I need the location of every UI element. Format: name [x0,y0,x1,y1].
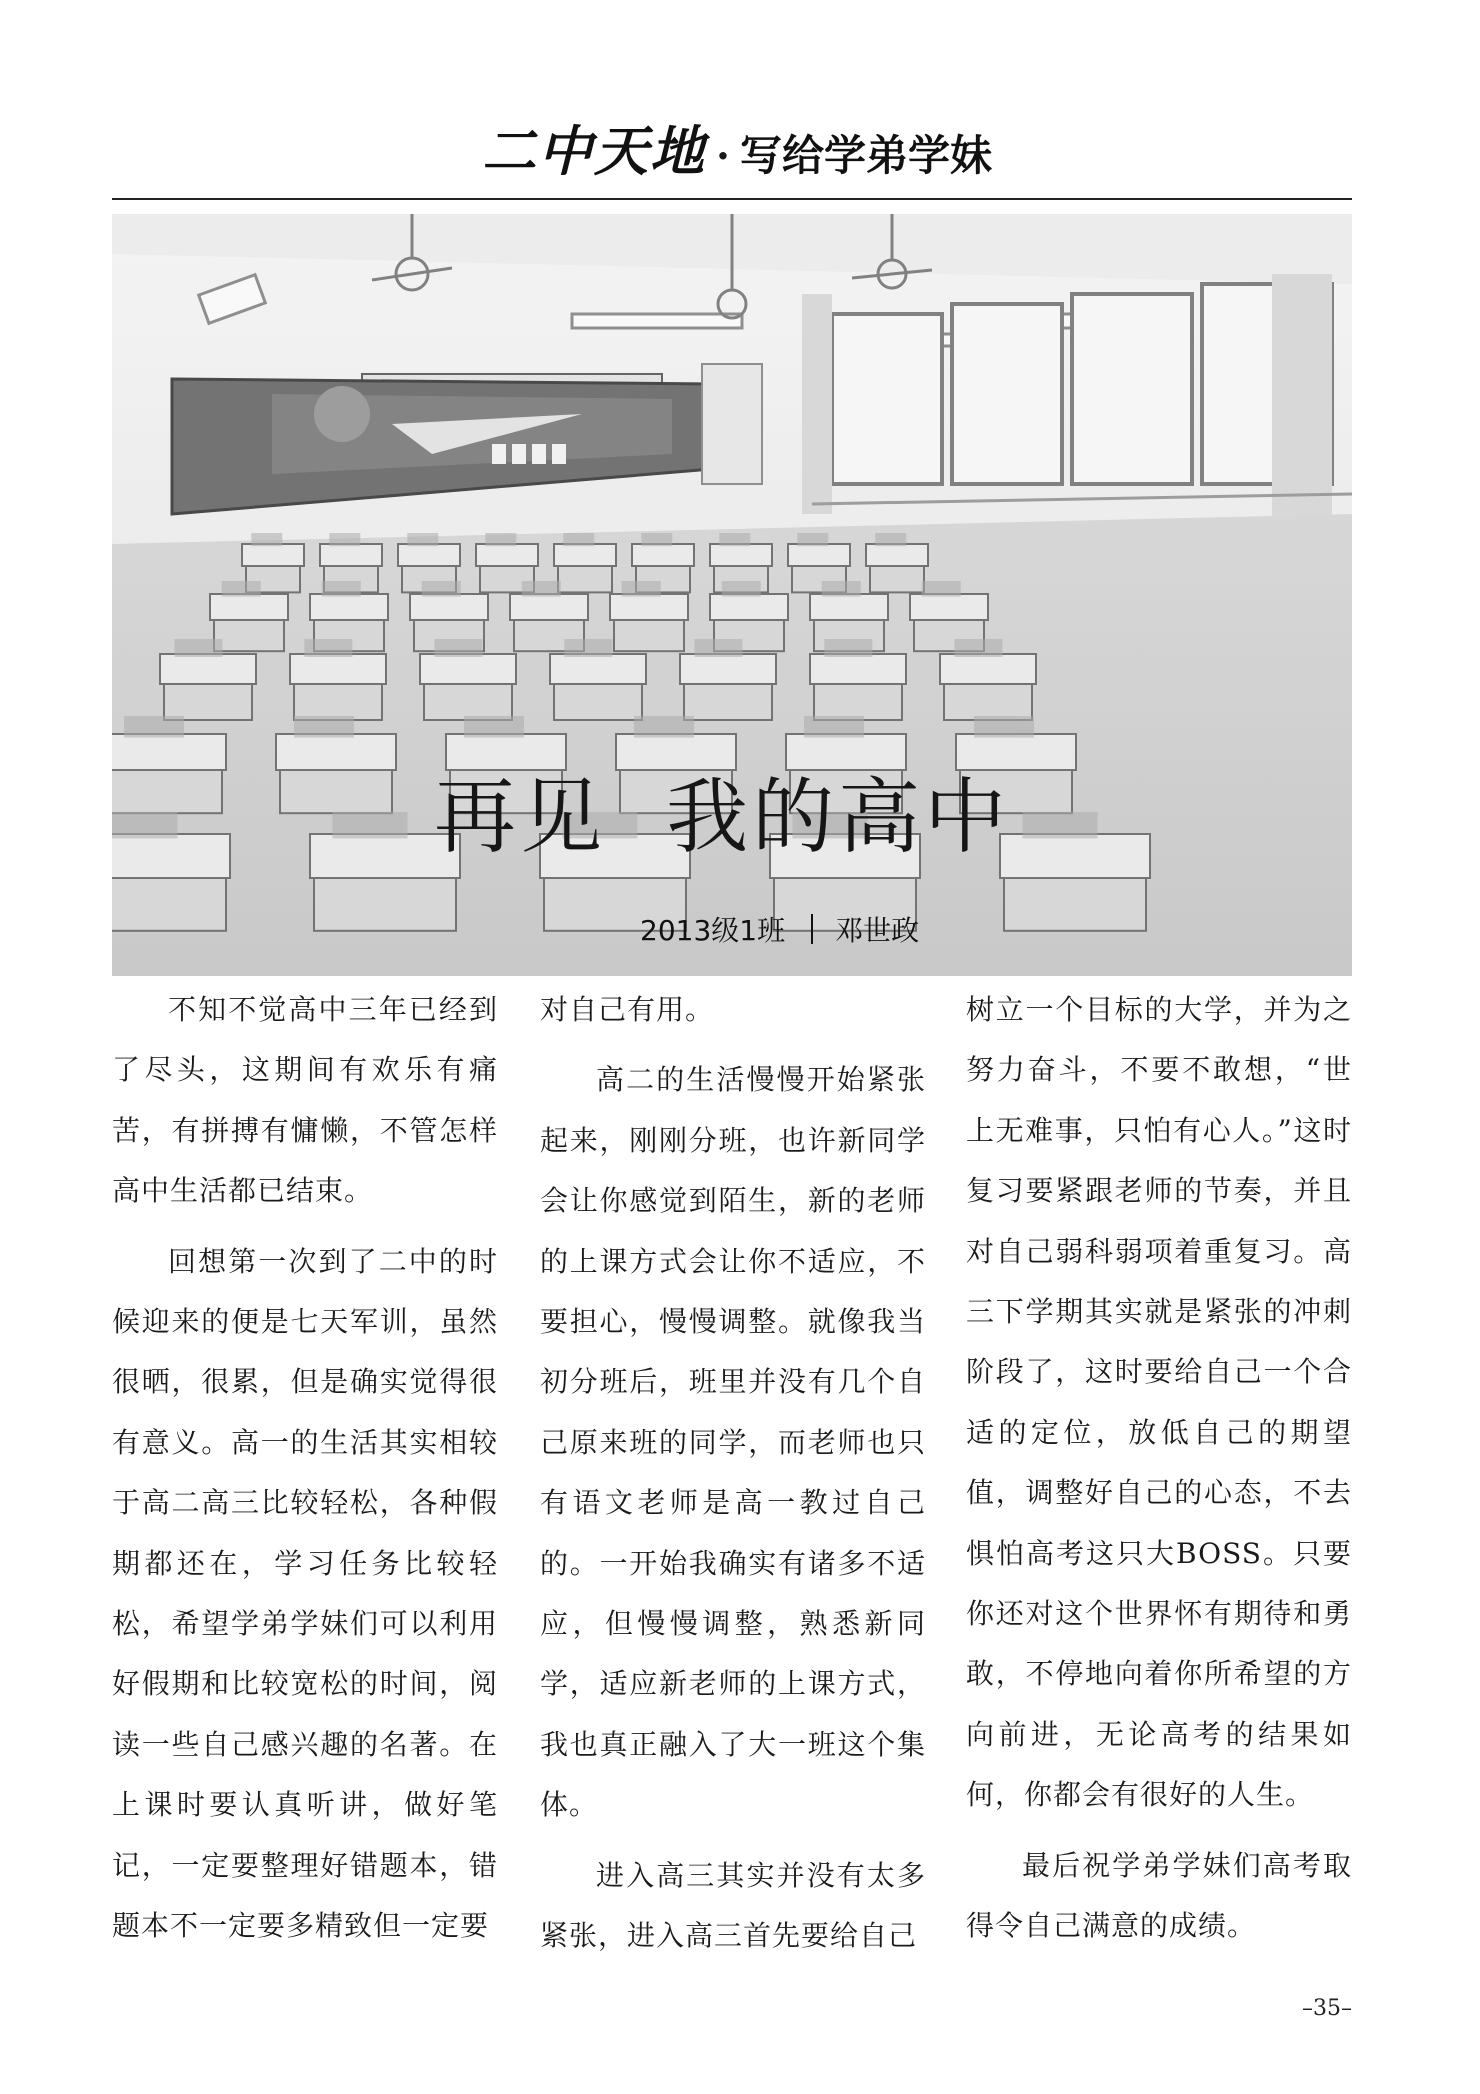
byline-class: 2013级1班 [640,914,786,947]
article-paragraph: 不知不觉高中三年已经到了尽头，这期间有欢乐有痛苦，有拼搏有慵懒，不管怎样高中生活都已结束。 [112,993,498,1208]
article-paragraph: 最后祝学弟学妹们高考取得令自己满意的成绩。 [966,1848,1352,1943]
byline-divider [811,914,813,944]
article-paragraph: 高二的生活慢慢开始紧张起来，刚刚分班，也许新同学会让你感觉到陌生，新的老师的上课方式会让你不适应，不要担心，慢慢调整。就像我当初分班后，班里并没有几个自己原来班的同学，而老师也只有语文老师是高一教过自己的。一开始我确实有诸多不适应，但慢慢调整，熟悉新同学，适应新老师的上课方式，我也真正融入了大一班这个集体。 [540,1063,926,1822]
article-paragraph: 回想第一次到了二中的时候迎来的便是七天军训，虽然很晒，很累，但是确实觉得很有意义。高一的生活其实相较于高二高三比较轻松，各种假期都还在，学习任务比较轻松，希望学弟学妹们可以利用好假期和比较宽松的时间，阅读一些自己感兴趣的名著。在上课时要认真听讲，做好笔记，一定要整理好错题本，错题本不一定要多精致但一定要 [112,1244,498,1943]
article-title: 再见 我的高中 [434,770,1011,865]
article-column-1 [112,980,498,1957]
article-paragraph: 进入高三其实并没有太多紧张，进入高三首先要给自己 [540,1858,926,1953]
article-paragraph: 对自己有用。 [540,993,715,1026]
header-title [482,109,992,186]
page-number: –35– [1302,1996,1352,2021]
article-byline [640,909,919,949]
hero-photo [112,214,1352,976]
article-column-2 [540,980,926,1967]
brand-logo: 二中天地 [482,119,707,183]
byline-author: 邓世政 [835,914,920,947]
article-column-3 [966,980,1352,1957]
header-separator: · [716,133,730,180]
section-title: 写给学弟学妹 [739,131,992,180]
article-paragraph: 树立一个目标的大学，并为之努力奋斗，不要不敢想，“世上无难事，只怕有心人。”这时复习要紧跟老师的节奏，并且对自己弱科弱项着重复习。高三下学期其实就是紧张的冲刺阶段了，这时要给自己一个合适的定位，放低自己的期望值，调整好自己的心态，不去惧怕高考这只大BOSS。只要你还对这个世界怀有期待和勇敢，不停地向着你所希望的方向前进，无论高考的结果如何，你都会有很好的人生。 [966,993,1352,1812]
page-header [112,119,1352,200]
